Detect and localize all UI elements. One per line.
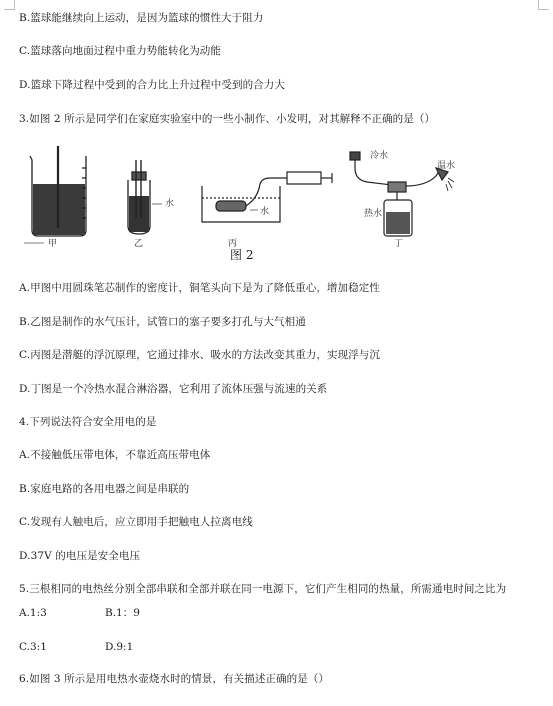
q4-option-c: C.发现有人触电后，应立即用手把触电人拉离电线	[19, 516, 253, 528]
label-hot: 热水	[364, 209, 383, 219]
label-warm: 温水	[437, 161, 456, 171]
corner-mark-right	[538, 0, 549, 10]
beaker-jia	[30, 146, 86, 236]
option-c-line: C.篮球落向地面过程中重力势能转化为动能	[19, 45, 221, 57]
q4-option-a: A.不接触低压带电体，不靠近高压带电体	[19, 449, 211, 461]
q5-option-c: C.3:1	[19, 641, 47, 653]
question-5: 5.三根相同的电热丝分别全部串联和全部并联在同一电源下，它们产生相同的热量，所需通电时间之比为	[19, 583, 507, 595]
label-yi: 乙	[134, 239, 144, 249]
q5-option-b: B.1：9	[105, 607, 140, 619]
label-ding: 丁	[394, 239, 404, 249]
q5-options-row-2	[19, 641, 133, 654]
label-bing: 丙	[228, 239, 238, 249]
question-4: 4.下列说法符合安全用电的是	[19, 416, 157, 428]
q5-option-d: D.9:1	[105, 641, 134, 653]
option-d-line: D.篮球下降过程中受到的合力比上升过程中受到的合力大	[19, 79, 285, 91]
q4-option-b: B.家庭电路的各用电器之间是串联的	[19, 483, 190, 495]
corner-mark-left	[4, 0, 15, 10]
q5-options-row-1	[19, 607, 140, 620]
q4-option-d: D.37V 的电压是安全电压	[19, 550, 141, 562]
question-6: 6.如图 3 所示是用电热水壶烧水时的情景，有关描述正确的是（）	[19, 673, 330, 685]
tube-yi	[128, 160, 150, 234]
label-water-bing: 水	[260, 207, 270, 217]
q3-option-c: C.丙图是潜艇的浮沉原理，它通过排水、吸水的方法改变其重力，实现浮与沉	[19, 349, 380, 361]
option-b-line: B.篮球能继续向上运动，是因为篮球的惯性大于阻力	[19, 12, 264, 24]
label-jia: 甲	[48, 239, 58, 249]
figure-caption: 图 2	[230, 248, 254, 262]
q3-option-b: B.乙图是制作的水气压计，试管口的塞子要多打孔与大气相通	[19, 316, 306, 328]
q3-option-a: A.甲图中用圆珠笔芯制作的密度计，铜笔头向下是为了降低重心，增加稳定性	[19, 282, 380, 294]
question-3: 3.如图 2 所示是同学们在家庭实验室中的一些小制作、小发明，对其解释不正确的是（）	[19, 113, 436, 125]
q5-option-a: A.1:3	[19, 607, 47, 619]
q3-option-d: D.丁图是一个冷热水混合淋浴器，它利用了流体压强与流速的关系	[19, 383, 328, 395]
label-cold: 冷水	[370, 151, 389, 161]
label-water-yi: 水	[165, 199, 175, 209]
